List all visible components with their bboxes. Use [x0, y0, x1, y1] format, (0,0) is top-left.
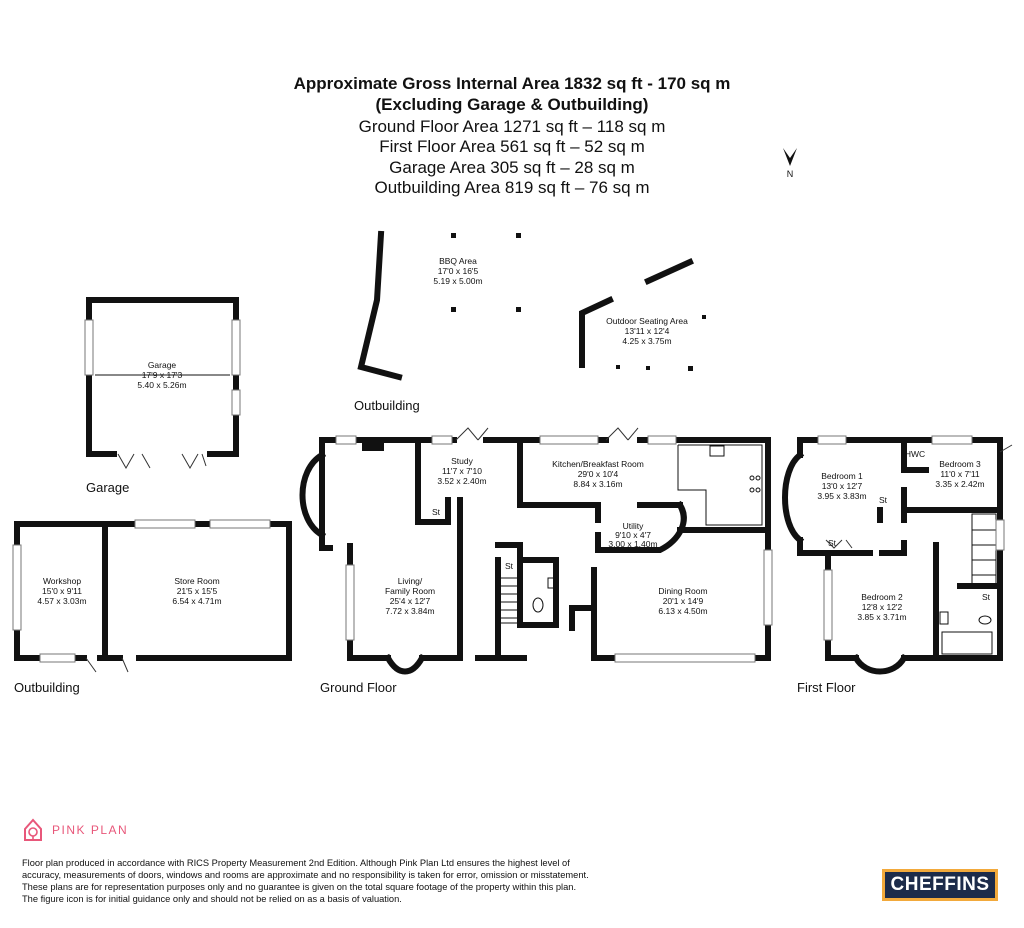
bed3-imperial: 11'0 x 7'11: [940, 469, 980, 479]
store-metric: 6.54 x 4.71m: [172, 596, 222, 606]
bed1-name: Bedroom 1: [821, 471, 863, 481]
bed1-store-label: St: [827, 538, 837, 548]
workshop-name: Workshop: [42, 576, 82, 586]
utility-name: Utility: [622, 521, 644, 531]
bath-store-label: St: [981, 592, 991, 602]
kitchen-metric: 8.84 x 3.16m: [573, 479, 623, 489]
bath-icon: [942, 632, 992, 654]
first-floor-label: First Floor: [797, 680, 856, 695]
header-ground-area: Ground Floor Area 1271 sq ft – 118 sq m: [358, 117, 666, 136]
outbuilding-top-label: Outbuilding: [354, 398, 420, 413]
first-floor-plan: [785, 436, 1012, 672]
hall-store-label: St: [504, 561, 514, 571]
kitchen-name: Kitchen/Breakfast Room: [552, 459, 644, 469]
header-outbuilding-area: Outbuilding Area 819 sq ft – 76 sq m: [374, 178, 650, 197]
outbuilding-workshop-structure: [13, 520, 289, 672]
store-name: Store Room: [174, 576, 220, 586]
landing-store-label: St: [878, 495, 888, 505]
bed3-name: Bedroom 3: [939, 459, 981, 469]
bbq-metric: 5.19 x 5.00m: [433, 276, 483, 286]
study-name: Study: [451, 456, 473, 466]
garage-metric: 5.40 x 5.26m: [137, 380, 187, 390]
garage-imperial: 17'9 x 17'3: [141, 370, 183, 380]
pink-plan-brand: [22, 817, 128, 843]
seating-metric: 4.25 x 3.75m: [622, 336, 672, 346]
toilet-icon: [979, 616, 991, 624]
bed2-name: Bedroom 2: [861, 592, 903, 602]
sink-icon: [940, 612, 948, 624]
pink-plan-logo-icon: [22, 817, 44, 843]
living-imperial: 25'4 x 12'7: [389, 596, 431, 606]
living-metric: 7.72 x 3.84m: [385, 606, 435, 616]
dining-imperial: 20'1 x 14'9: [662, 596, 704, 606]
outbuilding-bbq-structure: [361, 233, 706, 377]
header-gross-area: Approximate Gross Internal Area 1832 sq ft - 170 sq m: [293, 74, 731, 93]
bed1-metric: 3.95 x 3.83m: [817, 491, 867, 501]
stairs-icon: [498, 578, 520, 623]
bed1-imperial: 13'0 x 12'7: [821, 481, 863, 491]
hwc-label: HWC: [904, 449, 926, 459]
outbuilding-bottom-label: Outbuilding: [14, 680, 80, 695]
north-arrow-icon: [783, 148, 797, 179]
garage-label: Garage: [86, 480, 130, 495]
seating-name: Outdoor Seating Area: [606, 316, 688, 326]
living-name-line2: Family Room: [384, 586, 436, 596]
seating-imperial: 13'11 x 12'4: [624, 326, 670, 336]
bed2-metric: 3.85 x 3.71m: [857, 612, 907, 622]
ground-floor-label: Ground Floor: [320, 680, 397, 695]
dining-metric: 6.13 x 4.50m: [658, 606, 708, 616]
dining-name: Dining Room: [658, 586, 708, 596]
header-excluding: (Excluding Garage & Outbuilding): [375, 95, 649, 114]
disclaimer-text: Floor plan produced in accordance with RICS Property Measurement 2nd Edition. Although Pink Plan Ltd ensures the highest level of accuracy, measurements of doors, windows and rooms are approximate and no responsibility is taken for error, omission or misstatement. These plans are for representation purposes only and no guarantee is given on the total square footage of the property within this plan. The figure icon is for initial guidance only and should not be relied on as a basis of valuation.: [22, 858, 589, 904]
stairs-icon: [972, 514, 996, 584]
ground-floor-plan: [303, 428, 773, 672]
utility-imperial: 9'10 x 4'7: [615, 530, 651, 540]
bed2-imperial: 12'8 x 12'2: [861, 602, 903, 612]
header-garage-area: Garage Area 305 sq ft – 28 sq m: [389, 158, 635, 177]
header-first-area: First Floor Area 561 sq ft – 52 sq m: [379, 137, 645, 156]
workshop-metric: 4.57 x 3.03m: [37, 596, 87, 606]
compass-label: N: [786, 169, 794, 179]
study-store-label: St: [431, 507, 441, 517]
garage-name: Garage: [147, 360, 177, 370]
store-imperial: 21'5 x 15'5: [176, 586, 218, 596]
study-imperial: 11'7 x 7'10: [442, 466, 482, 476]
bbq-name: BBQ Area: [439, 256, 477, 266]
garage-structure: [85, 300, 240, 468]
kitchen-sink-icon: [710, 446, 724, 456]
cheffins-logo: CHEFFINS: [882, 869, 998, 901]
bed3-metric: 3.35 x 2.42m: [935, 479, 985, 489]
toilet-icon: [533, 598, 543, 612]
utility-metric: 3.00 x 1.40m: [608, 539, 658, 549]
study-metric: 3.52 x 2.40m: [437, 476, 487, 486]
living-name-line1: Living/: [397, 576, 423, 586]
kitchen-imperial: 29'0 x 10'4: [577, 469, 619, 479]
pink-plan-name: PINK PLAN: [52, 823, 129, 837]
bbq-imperial: 17'0 x 16'5: [437, 266, 479, 276]
workshop-imperial: 15'0 x 9'11: [42, 586, 82, 596]
